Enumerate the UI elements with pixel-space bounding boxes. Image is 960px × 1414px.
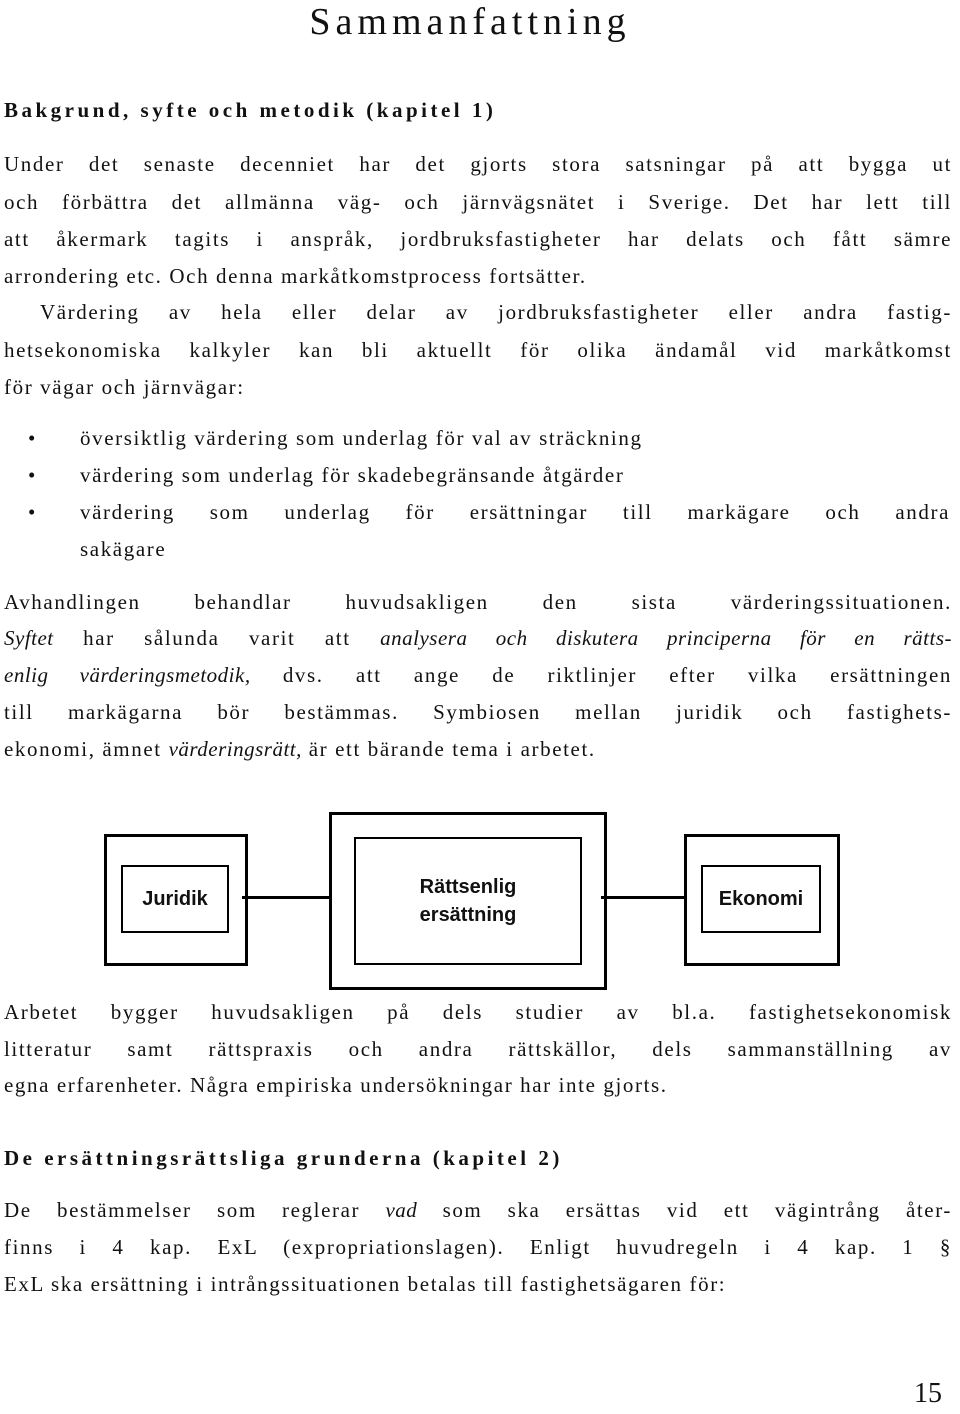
bullet-marker: • — [28, 500, 36, 524]
bullet-item: värdering som underlag för skadebegränsande åtgärder — [80, 463, 625, 487]
italic-phrase: analysera och diskutera principerna för en rätts- — [380, 626, 952, 650]
connector-line — [601, 896, 684, 899]
paragraph-line: ExL ska ersättning i intrångssituationen betalas till fastighetsägaren för: — [4, 1272, 727, 1296]
connector-line — [242, 896, 329, 899]
italic-term: värderingsrätt, — [168, 737, 302, 761]
diagram-label-juridik: Juridik — [142, 888, 208, 910]
paragraph-line: till markägarna bör bestämmas. Symbiosen mellan juridik och fastighets- — [4, 700, 952, 724]
paragraph-line: Avhandlingen behandlar huvudsakligen den sista värderingssituationen. — [4, 590, 952, 614]
paragraph-line: litteratur samt rättspraxis och andra rättskällor, dels sammanställning av — [4, 1037, 952, 1061]
paragraph-line: egna erfarenheter. Några empiriska undersökningar har inte gjorts. — [4, 1073, 668, 1097]
diagram-label-center-line1: Rättsenlig — [419, 876, 517, 898]
diagram-label-ekonomi: Ekonomi — [718, 888, 804, 910]
paragraph-line: finns i 4 kap. ExL (expropriationslagen). Enligt huvudregeln i 4 kap. 1 § — [4, 1235, 952, 1259]
bullet-item: översiktlig värdering som underlag för val av sträckning — [80, 426, 643, 450]
paragraph-line: enlig värderingsmetodik, dvs. att ange de riktlinjer efter vilka ersättningen — [4, 663, 952, 687]
section-heading-background: Bakgrund, syfte och metodik (kapitel 1) — [4, 98, 497, 122]
paragraph-line: Värdering av hela eller delar av jordbruksfastigheter eller andra fastig- — [40, 300, 952, 324]
concept-diagram — [104, 808, 844, 994]
paragraph-line: Arbetet bygger huvudsakligen på dels studier av bl.a. fastighetsekonomisk — [4, 1000, 952, 1024]
paragraph-line: för vägar och järnvägar: — [4, 375, 245, 399]
paragraph-line: ekonomi, ämnet värderingsrätt, är ett bärande tema i arbetet. — [4, 737, 596, 761]
diagram-inner-frame — [354, 837, 582, 965]
section-heading-compensation: De ersättningsrättsliga grunderna (kapitel 2) — [4, 1146, 563, 1170]
diagram-box-ekonomi — [684, 834, 840, 966]
bullet-marker: • — [28, 426, 36, 450]
page-number: 15 — [914, 1378, 942, 1409]
diagram-box-center — [329, 812, 607, 990]
diagram-inner-frame — [121, 865, 229, 933]
diagram-inner-frame — [701, 865, 821, 933]
bullet-marker: • — [28, 463, 36, 487]
italic-term: vad — [385, 1198, 418, 1222]
paragraph-line: och förbättra det allmänna väg- och järnvägsnätet i Sverige. Det har lett till — [4, 190, 952, 214]
paragraph-line: Syftet har sålunda varit att analysera och diskutera principerna för en rätts- — [4, 626, 952, 650]
bullet-item-continuation: sakägare — [80, 537, 167, 561]
paragraph-line: arrondering etc. Och denna markåtkomstprocess fortsätter. — [4, 264, 587, 288]
italic-phrase: enlig värderingsmetodik, — [4, 663, 251, 687]
italic-term: Syftet — [4, 626, 54, 650]
paragraph-line: hetsekonomiska kalkyler kan bli aktuellt för olika ändamål vid markåtkomst — [4, 338, 952, 362]
page-title: Sammanfattning — [309, 1, 631, 43]
paragraph-line: De bestämmelser som reglerar vad som ska ersättas vid ett vägintrång åter- — [4, 1198, 952, 1222]
paragraph-line: Under det senaste decenniet har det gjorts stora satsningar på att bygga ut — [4, 152, 952, 176]
bullet-item: värdering som underlag för ersättningar till markägare och andra — [80, 500, 950, 524]
diagram-label-center-line2: ersättning — [419, 904, 517, 926]
paragraph-line: att åkermark tagits i anspråk, jordbruksfastigheter har delats och fått sämre — [4, 227, 952, 251]
diagram-box-juridik — [104, 834, 248, 966]
